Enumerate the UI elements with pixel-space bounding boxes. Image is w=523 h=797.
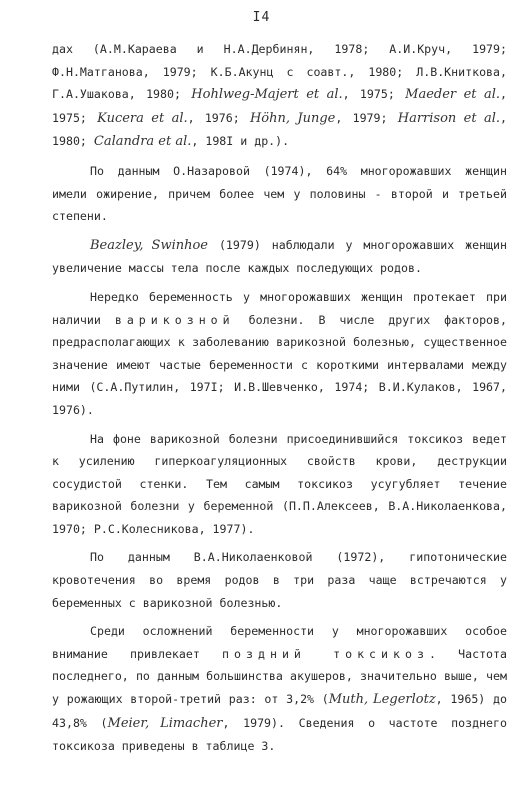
handwritten-citation: Muth, Legerlotz <box>328 692 436 708</box>
text-run: Среди осложнений беременности у многорожавших особое внимание привлекает <box>52 624 507 661</box>
text-run: По данным В.А.Николаенковой (1972), гипотонические кровотечения во время родов в три раза чаще встречаются у беременных с варикозной болезнью. <box>52 550 507 610</box>
paragraph-p5 <box>52 428 507 541</box>
text-run: дах (А.М.Караева и Н.А.Дербинян, 1978; А.И.Круч, 1979; Ф.Н.Матганова, 1979; К.Б.Акунц с соавт., 1980; Л.В.Книткова, Г.А.Ушакова, 1980; <box>52 42 507 102</box>
paragraph-p1 <box>52 38 507 154</box>
paragraph-p3 <box>52 234 507 280</box>
text-run: . Частота последнего, по данным большинства акушеров, значительно выше, чем у рожающих второй-третий раз: от 3,2% ( <box>52 646 507 707</box>
spaced-emphasis: варикозной <box>114 312 235 327</box>
text-run: По данным О.Назаровой (1974), 64% многорожавших женщин имели ожирение, причем более чем у половины - второй и третьей степени. <box>52 163 507 224</box>
paragraph-p6 <box>52 546 507 614</box>
body-text <box>52 38 507 758</box>
text-run: , 1979; <box>335 110 398 125</box>
text-run: , 1965) до 43,8% ( <box>52 692 507 730</box>
handwritten-citation: Höhn, Junge <box>249 110 336 126</box>
paragraph-p7 <box>52 620 507 758</box>
text-run: , 1979). Сведения о частоте позднего токсикоза приведены в таблице 3. <box>52 715 507 754</box>
handwritten-citation: Beazley, Swinhoe <box>90 237 208 253</box>
spaced-emphasis: поздний токсикоз <box>222 646 429 661</box>
handwritten-citation: Kucera et al. <box>97 110 188 126</box>
paragraph-p2 <box>52 160 507 228</box>
handwritten-citation: Maeder et al. <box>405 87 501 103</box>
handwritten-citation: Calandra et al. <box>93 134 192 150</box>
text-run: Нередко беременность у многорожавших женщин протекает при наличии <box>52 289 507 327</box>
text-run: , 1975; <box>52 87 507 125</box>
page-number: I4 <box>252 10 271 25</box>
text-run: , 198I и др.). <box>191 134 290 149</box>
text-run: , 1975; <box>342 87 406 102</box>
text-run: , 1976; <box>187 110 250 125</box>
handwritten-citation: Harrison et al. <box>397 110 501 126</box>
text-run: На фоне варикозной болезни присоединившийся токсикоз ведет к усилению гиперкоагуляционных свойств крови, деструкции сосудистой стенки. Тем самым токсикоз усугубляет течение варикозной болезни у беременной (П.П.Алексеев, В.А.Николаенкова, 1970; Р.С.Колесникова, 1977). <box>52 431 507 536</box>
handwritten-citation: Hohlweg-Majert et al. <box>191 87 343 103</box>
handwritten-citation: Meier, Limacher <box>107 715 223 731</box>
text-run: (1979) наблюдали у многорожавших женщин увеличение массы тела после каждых последующих родов. <box>52 237 507 276</box>
paragraph-p4 <box>52 286 507 422</box>
text-run: , 1980; <box>52 110 507 149</box>
text-run: болезни. В числе других факторов, предрасполагающих к заболеванию варикозной болезнью, существенное значение имеют частые беременности с короткими интервалами между ними (С.А.Путилин, 197I; И.В.Шевченко, 1974; В.И.Кулаков, 1967, 1976). <box>52 312 507 417</box>
